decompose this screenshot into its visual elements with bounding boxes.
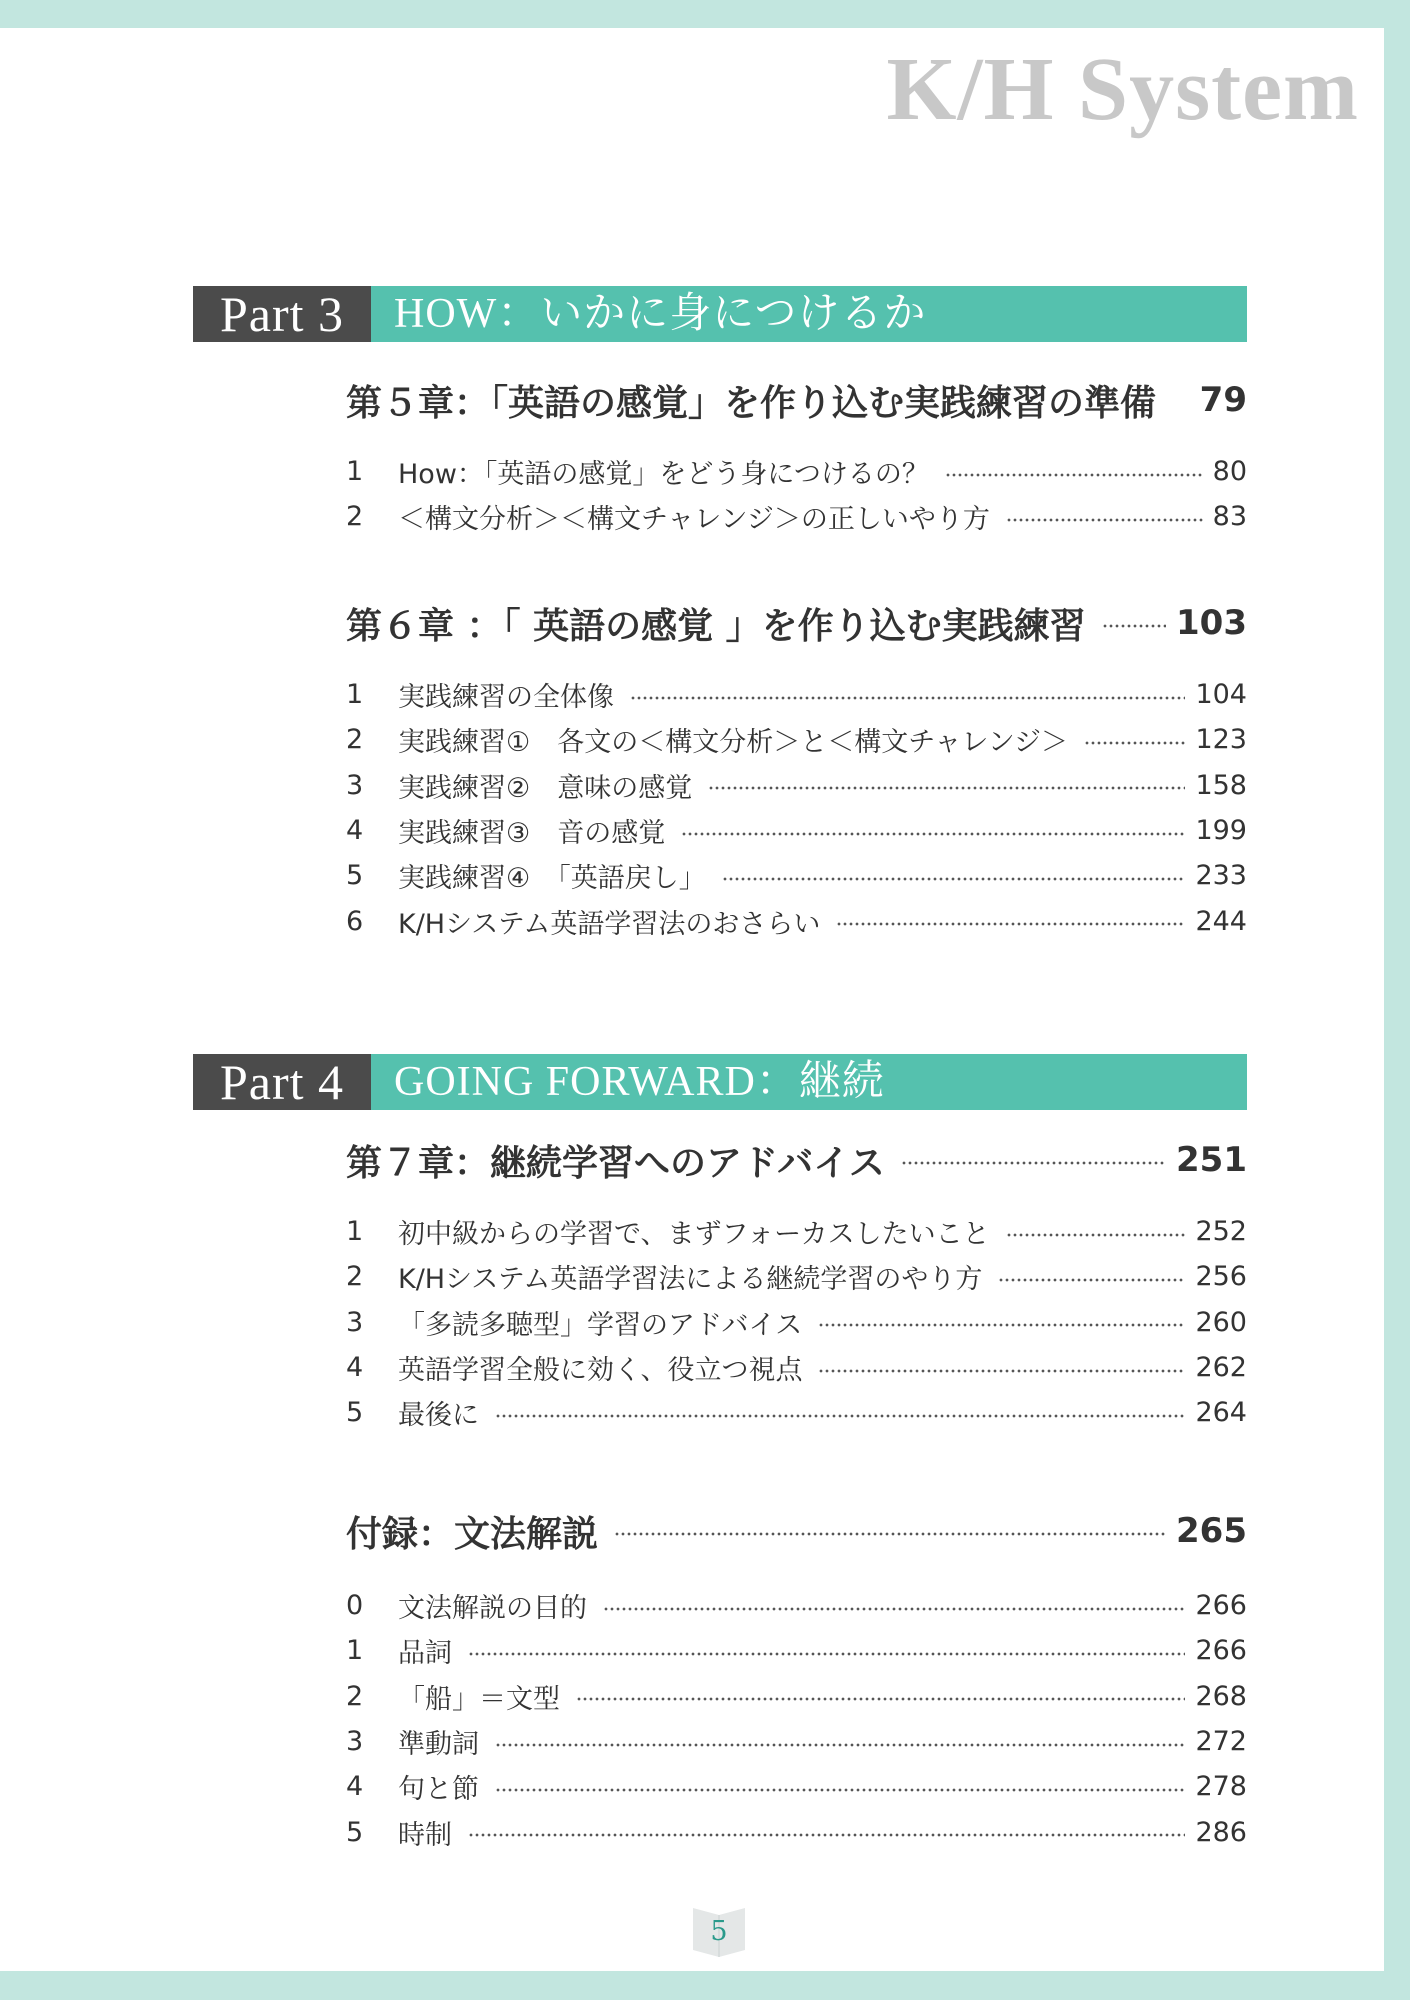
toc-entry: [346, 808, 1247, 853]
toc-entry: [346, 1390, 1247, 1435]
toc-entry: [346, 717, 1247, 762]
appendix-entries: [346, 1583, 1247, 1855]
dot-leader: [722, 876, 1186, 882]
chapter-title: 付録：文法解説: [346, 1512, 599, 1555]
entry-title: K/Hシステム英語学習法のおさらい: [398, 908, 821, 940]
toc-entry: [346, 1764, 1247, 1809]
toc-entry: [346, 1628, 1247, 1673]
entry-title: ＜構文分析＞＜構文チャレンジ＞の正しいやり方: [398, 504, 990, 536]
entry-title: 最後に: [398, 1400, 479, 1432]
dot-leader: [468, 1651, 1185, 1657]
page-frame-right: [1384, 0, 1410, 2000]
entry-page-number: 104: [1195, 679, 1247, 711]
entry-title: 準動詞: [398, 1729, 479, 1761]
page-frame-bottom: [0, 1971, 1410, 2000]
toc-entry: [346, 1209, 1247, 1254]
entry-number: 1: [346, 1216, 364, 1248]
toc-entry: [346, 1719, 1247, 1764]
page-number: 5: [710, 1916, 728, 1947]
entry-number: 4: [346, 1771, 364, 1803]
dot-leader: [495, 1742, 1185, 1748]
part-label: Part 3: [193, 286, 371, 342]
chapter-6-heading: [346, 600, 1247, 646]
entry-page-number: 256: [1195, 1261, 1247, 1293]
entry-title: 「船」＝文型: [398, 1683, 560, 1715]
entry-page-number: 266: [1195, 1635, 1247, 1667]
dot-leader: [630, 695, 1185, 701]
dot-leader: [495, 1413, 1185, 1419]
part-title: GOING FORWARD：継続: [371, 1054, 1247, 1110]
toc-entry: [346, 1345, 1247, 1390]
page-number-badge: [689, 1900, 749, 1960]
toc-entry: [346, 763, 1247, 808]
entry-page-number: 264: [1195, 1397, 1247, 1429]
dot-leader: [1006, 517, 1203, 523]
part-3-header: [193, 286, 1247, 342]
chapter-page-number: 103: [1176, 603, 1247, 643]
dot-leader: [1084, 740, 1185, 746]
toc-entry: [346, 494, 1247, 539]
entry-number: 5: [346, 1397, 364, 1429]
dot-leader: [1006, 1232, 1186, 1238]
dot-leader: [818, 1322, 1185, 1328]
entry-page-number: 233: [1195, 860, 1247, 892]
entry-page-number: 260: [1195, 1306, 1247, 1338]
entry-number: 2: [346, 1261, 364, 1293]
dot-leader: [603, 1606, 1185, 1612]
entry-title: 「多読多聴型」学習のアドバイス: [398, 1309, 803, 1341]
entry-page-number: 83: [1212, 501, 1247, 533]
toc-entry: [346, 1254, 1247, 1299]
chapter-7-entries: [346, 1209, 1247, 1435]
entry-title: 初中級からの学習で、まずフォーカスしたいこと: [398, 1219, 990, 1251]
entry-number: 4: [346, 1352, 364, 1384]
entry-page-number: 272: [1195, 1726, 1247, 1758]
part-label: Part 4: [193, 1054, 371, 1110]
part-title: HOW：いかに身につけるか: [371, 286, 1247, 342]
entry-title: 時制: [398, 1819, 452, 1851]
chapter-5-heading: [346, 377, 1247, 423]
dot-leader: [1102, 623, 1166, 629]
entry-title: 実践練習④ 「英語戻し」: [398, 863, 706, 895]
chapter-7-heading: [346, 1137, 1247, 1183]
entry-number: 2: [346, 501, 364, 533]
brand-title: K/H System: [886, 40, 1359, 139]
entry-page-number: 199: [1195, 815, 1247, 847]
dot-leader: [945, 472, 1203, 478]
toc-entry: [346, 449, 1247, 494]
entry-number: 5: [346, 1816, 364, 1848]
part-4-header: [193, 1054, 1247, 1110]
entry-page-number: 123: [1195, 724, 1247, 756]
entry-number: 1: [346, 1635, 364, 1667]
chapter-5-entries: [346, 449, 1247, 540]
entry-number: 2: [346, 1680, 364, 1712]
entry-page-number: 278: [1195, 1771, 1247, 1803]
entry-number: 0: [346, 1590, 364, 1622]
entry-number: 2: [346, 724, 364, 756]
entry-page-number: 266: [1195, 1590, 1247, 1622]
entry-page-number: 244: [1195, 905, 1247, 937]
entry-page-number: 268: [1195, 1680, 1247, 1712]
page-frame-top: [0, 0, 1410, 28]
entry-number: 4: [346, 815, 364, 847]
entry-title: 品詞: [398, 1638, 452, 1670]
entry-number: 1: [346, 456, 364, 488]
dot-leader: [998, 1277, 1185, 1283]
entry-title: How：「英語の感覚」をどう身につけるの？: [398, 459, 929, 491]
appendix-heading: [346, 1508, 1247, 1554]
toc-entry: [346, 1583, 1247, 1628]
chapter-title: 第５章：「英語の感覚」を作り込む実践練習の準備: [346, 381, 1157, 424]
chapter-6-entries: [346, 672, 1247, 944]
dot-leader: [708, 785, 1185, 791]
toc-entry: [346, 672, 1247, 717]
entry-page-number: 80: [1212, 456, 1247, 488]
chapter-title: 第６章 ：「 英語の感覚 」を作り込む実践練習: [346, 604, 1086, 647]
entry-title: 実践練習① 各文の＜構文分析＞と＜構文チャレンジ＞: [398, 727, 1069, 759]
chapter-page-number: 265: [1176, 1511, 1247, 1551]
toc-entry: [346, 853, 1247, 898]
entry-page-number: 286: [1195, 1816, 1247, 1848]
entry-title: K/Hシステム英語学習法による継続学習のやり方: [398, 1264, 983, 1296]
entry-page-number: 158: [1195, 769, 1247, 801]
chapter-title: 第７章：継続学習へのアドバイス: [346, 1141, 885, 1184]
chapter-page-number: 251: [1176, 1140, 1247, 1180]
dot-leader: [576, 1696, 1185, 1702]
entry-page-number: 252: [1195, 1216, 1247, 1248]
toc-entry: [346, 1809, 1247, 1854]
entry-title: 実践練習の全体像: [398, 682, 614, 714]
entry-number: 5: [346, 860, 364, 892]
entry-number: 6: [346, 905, 364, 937]
toc-entry: [346, 1674, 1247, 1719]
entry-title: 文法解説の目的: [398, 1593, 587, 1625]
entry-title: 実践練習② 意味の感覚: [398, 772, 693, 804]
toc-entry: [346, 898, 1247, 943]
entry-page-number: 262: [1195, 1352, 1247, 1384]
entry-title: 実践練習③ 音の感覚: [398, 818, 666, 850]
chapter-page-number: 79: [1199, 380, 1247, 420]
dot-leader: [468, 1832, 1185, 1838]
dot-leader: [681, 831, 1185, 837]
entry-number: 1: [346, 679, 364, 711]
entry-title: 句と節: [398, 1774, 479, 1806]
entry-title: 英語学習全般に効く、役立つ視点: [398, 1355, 803, 1387]
entry-number: 3: [346, 1726, 364, 1758]
dot-leader: [818, 1368, 1185, 1374]
dot-leader: [495, 1787, 1185, 1793]
toc-entry: [346, 1300, 1247, 1345]
dot-leader: [836, 921, 1185, 927]
dot-leader: [901, 1160, 1166, 1166]
entry-number: 3: [346, 1306, 364, 1338]
dot-leader: [614, 1531, 1166, 1537]
entry-number: 3: [346, 769, 364, 801]
